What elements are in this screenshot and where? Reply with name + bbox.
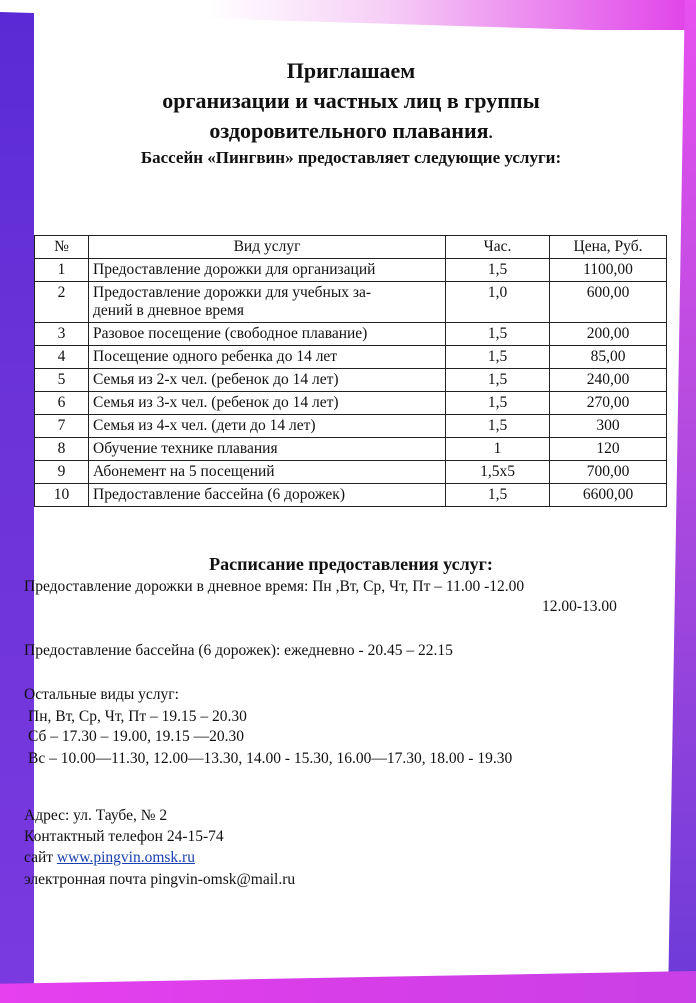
row-number: 1 [35, 259, 89, 282]
decorative-frame-top [0, 0, 696, 30]
row-price: 85,00 [550, 346, 667, 369]
row-service: Предоставление бассейна (6 дорожек) [89, 484, 446, 507]
row-service: Абонемент на 5 посещений [89, 461, 446, 484]
row-price: 600,00 [550, 282, 667, 323]
row-service: Обучение технике плавания [89, 438, 446, 461]
row-hours: 1,5 [446, 415, 550, 438]
row-service: Семья из 3-х чел. (ребенок до 14 лет) [89, 392, 446, 415]
subtitle: Бассейн «Пингвин» предоставляет следующие услуги: [140, 148, 562, 167]
row-service-line-1: Предоставление дорожки для учебных за- [93, 284, 372, 301]
table-header-row [35, 236, 667, 259]
title-line-3 [34, 118, 668, 146]
contact-email: электронная почта pingvin-omsk@mail.ru [24, 871, 296, 888]
row-number: 4 [35, 346, 89, 369]
contact-site-label: сайт [24, 849, 57, 866]
row-service: Семья из 4-х чел. (дети до 14 лет) [89, 415, 446, 438]
row-number: 7 [35, 415, 89, 438]
header-price: Цена, Руб. [550, 236, 667, 259]
row-price: 6600,00 [550, 484, 667, 507]
schedule-lane-day: Предоставление дорожки в дневное время: Пн ,Вт, Ср, Чт, Пт – 11.00 -12.00 [24, 578, 525, 595]
row-service: Разовое посещение (свободное плавание) [89, 323, 446, 346]
row-service: Предоставление дорожки для организаций [89, 259, 446, 282]
row-service-line-2: дений в дневное время [93, 302, 244, 319]
title-line-3-text: оздоровительного плавания [209, 118, 489, 143]
table-row [35, 282, 667, 323]
row-number: 3 [35, 323, 89, 346]
row-number: 8 [35, 438, 89, 461]
row-price: 270,00 [550, 392, 667, 415]
schedule-lane-day-2: 12.00-13.00 [542, 598, 617, 615]
title-line-1: Приглашаем [286, 58, 416, 83]
decorative-frame-bottom [0, 971, 696, 1003]
row-service [89, 282, 446, 323]
table-row [35, 415, 667, 438]
row-hours: 1 [446, 438, 550, 461]
title-line-3-suffix: . [488, 125, 493, 142]
row-number: 10 [35, 484, 89, 507]
decorative-frame-right [668, 0, 696, 1003]
table-row [35, 369, 667, 392]
table-row [35, 259, 667, 282]
row-price: 120 [550, 438, 667, 461]
schedule-pool: Предоставление бассейна (6 дорожек): ежедневно - 20.45 – 22.15 [24, 642, 453, 659]
schedule-other-sunday: Вс – 10.00—11.30, 12.00—13.30, 14.00 - 15.30, 16.00—17.30, 18.00 - 19.30 [28, 750, 513, 767]
row-hours: 1,5 [446, 392, 550, 415]
row-hours: 1,5 [446, 323, 550, 346]
website-link[interactable]: www.pingvin.omsk.ru [56, 849, 195, 866]
row-price: 300 [550, 415, 667, 438]
contact-address: Адрес: ул. Таубе, № 2 [24, 807, 168, 824]
row-price: 1100,00 [550, 259, 667, 282]
row-service: Посещение одного ребенка до 14 лет [89, 346, 446, 369]
row-number: 6 [35, 392, 89, 415]
header-hours: Час. [446, 236, 550, 259]
row-price: 240,00 [550, 369, 667, 392]
row-number: 5 [35, 369, 89, 392]
row-number: 9 [35, 461, 89, 484]
row-price: 700,00 [550, 461, 667, 484]
table-row [35, 392, 667, 415]
table-row [35, 461, 667, 484]
schedule-title: Расписание предоставления услуг: [209, 554, 493, 574]
schedule-other-title: Остальные виды услуг: [24, 686, 179, 703]
contact-site [24, 848, 195, 867]
row-hours: 1,5 [446, 369, 550, 392]
schedule-other-saturday: Сб – 17.30 – 19.00, 19.15 —20.30 [28, 728, 245, 745]
title-line-2: организации и частных лиц в группы [162, 88, 540, 113]
table-row [35, 346, 667, 369]
row-service: Семья из 2-х чел. (ребенок до 14 лет) [89, 369, 446, 392]
row-hours: 1,0 [446, 282, 550, 323]
services-table [34, 235, 667, 507]
row-hours: 1,5 [446, 484, 550, 507]
row-hours: 1,5 [446, 346, 550, 369]
header-service: Вид услуг [89, 236, 446, 259]
row-hours: 1,5 [446, 259, 550, 282]
table-row [35, 438, 667, 461]
row-hours: 1,5х5 [446, 461, 550, 484]
table-row [35, 484, 667, 507]
row-number: 2 [35, 282, 89, 323]
flyer-content [24, 30, 668, 971]
row-price: 200,00 [550, 323, 667, 346]
contact-phone: Контактный телефон 24-15-74 [24, 828, 224, 845]
header-number: № [35, 236, 89, 259]
schedule-other-weekdays: Пн, Вт, Ср, Чт, Пт – 19.15 – 20.30 [28, 708, 247, 725]
table-row [35, 323, 667, 346]
